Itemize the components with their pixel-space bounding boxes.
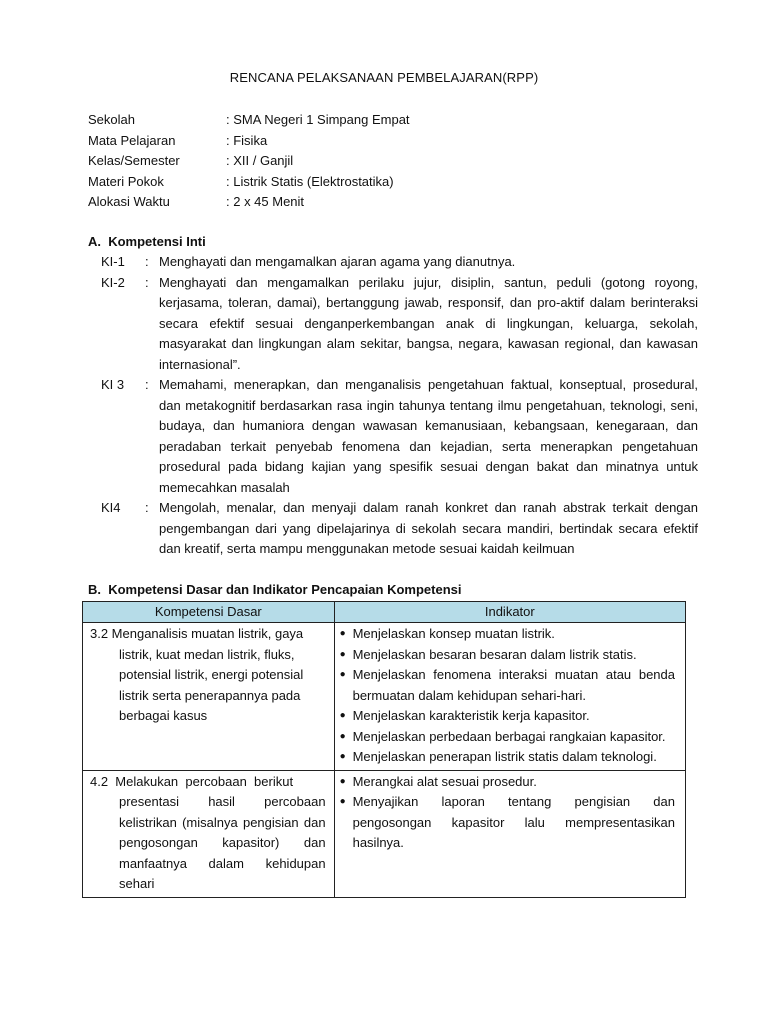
ki-colon: : bbox=[145, 254, 149, 269]
ki-text: Menghayati dan mengamalkan ajaran agama yang dianutnya. bbox=[159, 254, 516, 269]
bullet-icon: ● bbox=[339, 775, 346, 787]
ki-text: Memahami, menerapkan, dan menganalisis pengetahuan faktual, konseptual, prosedural, dan metakognitif berdasarkan rasa ingin tahunya tentang ilmu pengetahuan, teknologi, seni, budaya, dan humaniora dengan wawasan kemanusiaan, kebangsaan, kenegaraan, dan peradaban terkait penyebab fenomena dan kejadian, serta menerapkan pengetahuan prosedural pada bidang kajian yang spesifik sesuai dengan bakat dan minatnya untuk memecahkan masalah bbox=[159, 377, 698, 495]
indicator-text: Menjelaskan karakteristik kerja kapasitor. bbox=[352, 708, 590, 723]
kd-cell bbox=[83, 770, 335, 897]
meta-value: : XII / Ganjil bbox=[226, 153, 294, 168]
section-a-heading: A. Kompetensi Inti bbox=[88, 234, 206, 249]
ki-item bbox=[101, 273, 701, 376]
meta-label: Sekolah bbox=[88, 112, 135, 127]
meta-row-mata-pelajaran bbox=[88, 131, 410, 152]
indicator-list bbox=[335, 771, 685, 856]
meta-row-alokasi-waktu bbox=[88, 192, 410, 213]
meta-row-materi-pokok bbox=[88, 172, 410, 193]
meta-value: : Listrik Statis (Elektrostatika) bbox=[226, 173, 394, 189]
ki-item bbox=[101, 375, 701, 498]
table-row bbox=[83, 623, 686, 771]
bullet-icon: ● bbox=[339, 628, 346, 639]
identity-block bbox=[88, 110, 410, 213]
ki-item bbox=[101, 252, 701, 273]
ki-colon: : bbox=[145, 377, 149, 392]
indicator-text: Merangkai alat sesuai prosedur. bbox=[352, 773, 537, 789]
meta-label: Mata Pelajaran bbox=[88, 132, 176, 148]
table-header-row bbox=[83, 602, 686, 623]
ki-code: KI-1 bbox=[101, 254, 125, 269]
indicator-text: Menjelaskan fenomena interaksi muatan atau benda bermuatan dalam kehidupan sehari-hari. bbox=[352, 667, 675, 703]
indicator-text: Menjelaskan konsep muatan listrik. bbox=[352, 626, 555, 641]
list-item bbox=[340, 645, 675, 666]
ki-code: KI 3 bbox=[101, 377, 125, 392]
kd-first-line: 4.2 Melakukan percobaan berikut bbox=[90, 773, 294, 789]
indicator-cell bbox=[334, 623, 685, 771]
section-b-heading: B. Kompetensi Dasar dan Indikator Pencapaian Kompetensi bbox=[88, 582, 462, 597]
indicator-text: Menjelaskan penerapan listrik statis dalam teknologi. bbox=[352, 749, 657, 764]
ki-text: Menghayati dan mengamalkan perilaku jujur, disiplin, santun, peduli (gotong royong, kerjasama, toleran, damai), bertanggung jawab, responsif, dan pro-aktif dalam berinteraksi secara efektif sesuai denganperkembangan anak di lingkungan, keluarga, sekolah, masyarakat dan lingkungan alam sekitar, bangsa, negara, kawasan regional, dan kawasan internasional”. bbox=[159, 274, 698, 372]
bullet-icon: ● bbox=[339, 710, 346, 721]
bullet-icon: ● bbox=[339, 730, 346, 742]
list-item bbox=[340, 772, 675, 793]
meta-label: Materi Pokok bbox=[88, 173, 164, 189]
table-row bbox=[83, 770, 686, 897]
indicator-cell bbox=[334, 770, 685, 897]
column-header-indikator: Indikator bbox=[334, 602, 685, 623]
indicator-list bbox=[335, 623, 685, 770]
meta-value: : SMA Negeri 1 Simpang Empat bbox=[226, 112, 410, 127]
meta-row-sekolah bbox=[88, 110, 410, 131]
bullet-icon: ● bbox=[339, 751, 346, 762]
kd-continuation: listrik, kuat medan listrik, fluks, potensial listrik, energi potensial listrik serta penerapannya pada berbagai kasus bbox=[119, 646, 304, 723]
indicator-text: Menyajikan laporan tentang pengisian dan pengosongan kapasitor lalu mempresentasikan hasilnya. bbox=[352, 794, 675, 850]
ki-code: KI-2 bbox=[101, 274, 125, 290]
ki-colon: : bbox=[145, 500, 149, 515]
page-title: RENCANA PELAKSANAAN PEMBELAJARAN(RPP) bbox=[229, 70, 539, 85]
list-item bbox=[340, 624, 675, 645]
column-header-kompetensi-dasar: Kompetensi Dasar bbox=[83, 602, 335, 623]
bullet-icon: ● bbox=[339, 796, 346, 807]
meta-value: : Fisika bbox=[226, 132, 268, 148]
kd-continuation: presentasi hasil percobaan kelistrikan (misalnya pengisian dan pengosongan kapasitor) dan manfaatnya dalam kehidupan sehari bbox=[119, 794, 326, 891]
ki-item bbox=[101, 498, 701, 560]
meta-label: Alokasi Waktu bbox=[88, 194, 170, 209]
list-item bbox=[340, 727, 675, 748]
list-item bbox=[340, 747, 675, 768]
list-item bbox=[340, 792, 675, 854]
ki-colon: : bbox=[145, 274, 149, 290]
competency-table bbox=[82, 601, 686, 898]
bullet-icon: ● bbox=[339, 648, 346, 660]
list-item bbox=[340, 706, 675, 727]
bullet-icon: ● bbox=[339, 669, 346, 680]
meta-row-kelas-semester bbox=[88, 151, 410, 172]
indicator-text: Menjelaskan besaran besaran dalam listrik statis. bbox=[352, 646, 637, 662]
indicator-text: Menjelaskan perbedaan berbagai rangkaian kapasitor. bbox=[352, 728, 666, 744]
kompetensi-inti-list bbox=[101, 252, 701, 560]
ki-text: Mengolah, menalar, dan menyaji dalam ranah konkret dan ranah abstrak terkait dengan pengembangan dari yang dipelajarinya di sekolah secara mandiri, bertindak secara efektif dan kreatif, serta mampu menggunakan metode sesuai kaidah keilmuan bbox=[159, 500, 698, 556]
list-item bbox=[340, 665, 675, 706]
ki-code: KI4 bbox=[101, 500, 121, 515]
meta-label: Kelas/Semester bbox=[88, 153, 180, 168]
kd-first-line: 3.2 Menganalisis muatan listrik, gaya bbox=[90, 626, 304, 641]
kd-cell bbox=[83, 623, 335, 771]
meta-value: : 2 x 45 Menit bbox=[226, 194, 305, 209]
